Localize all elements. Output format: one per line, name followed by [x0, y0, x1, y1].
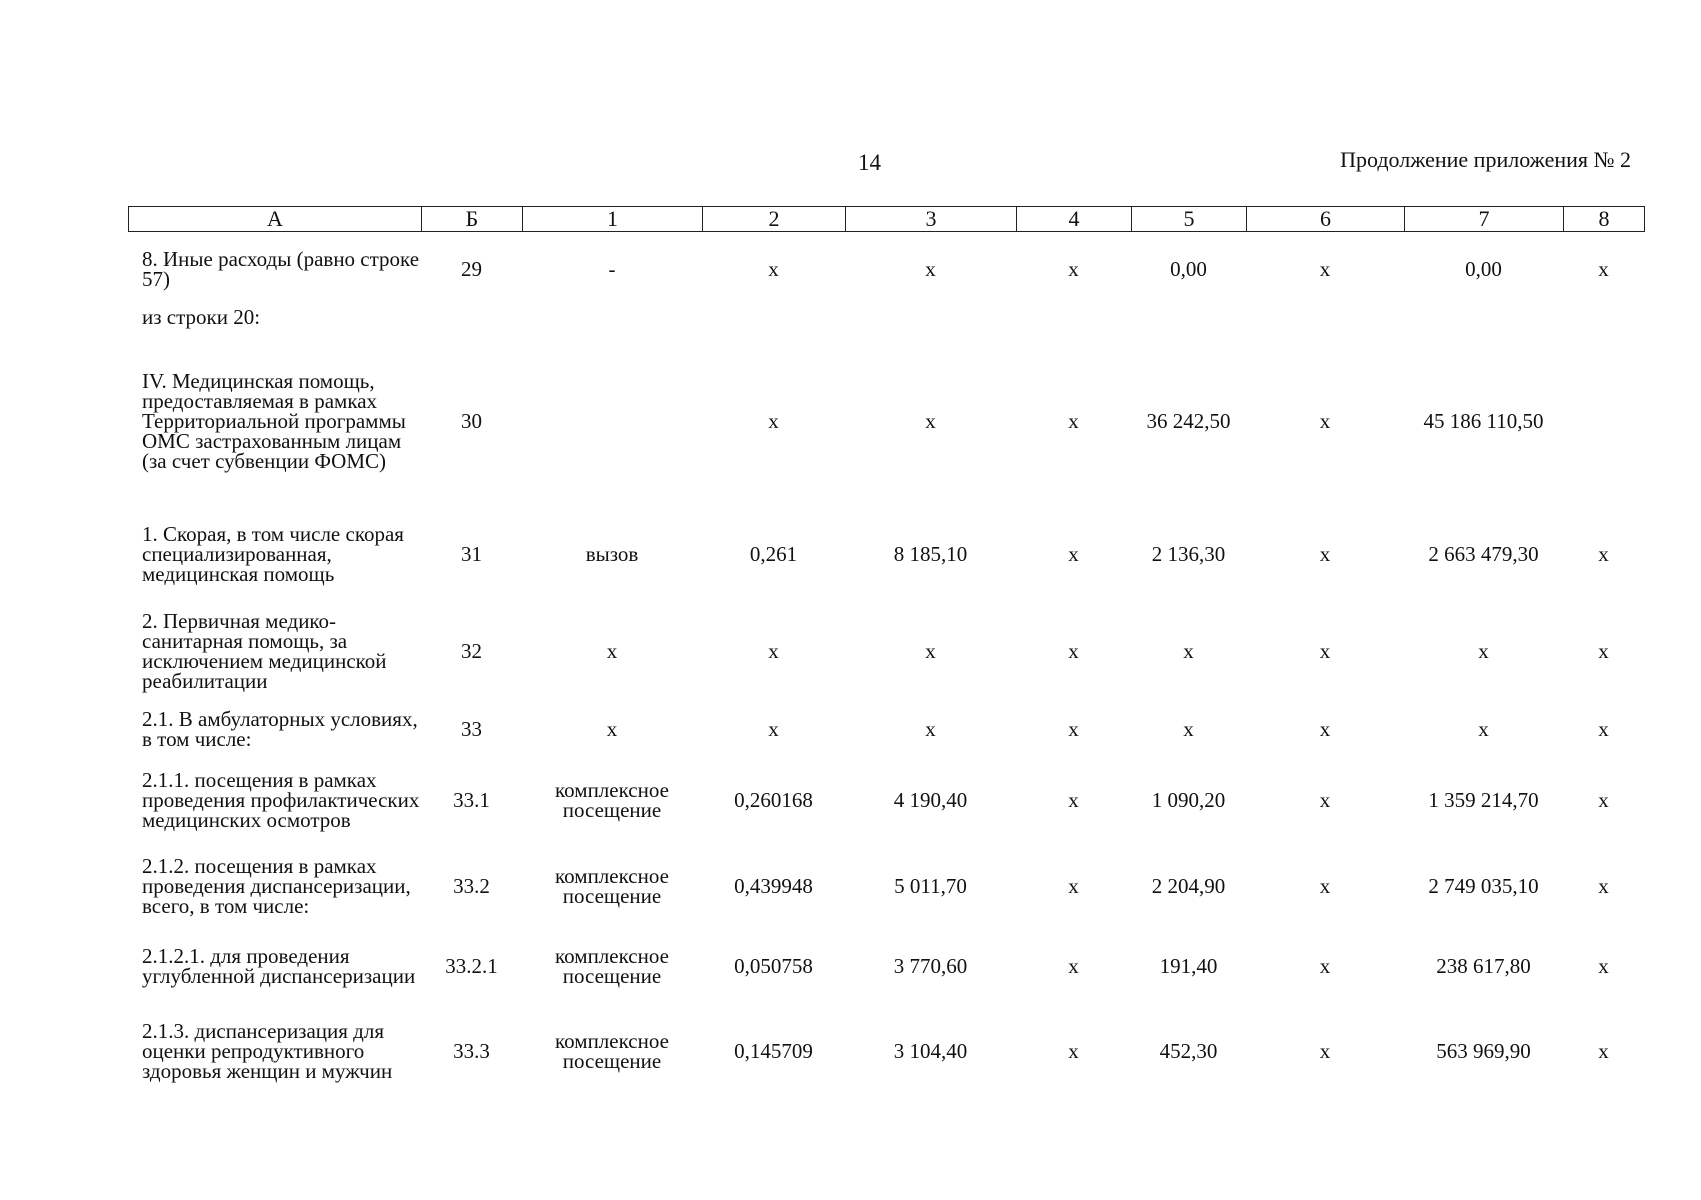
row-unit-cell: комплексное посещение [555, 1029, 669, 1073]
column-header-table [128, 206, 1645, 232]
row-col8-cell: х [1598, 638, 1609, 663]
column-header: 1 [523, 207, 703, 232]
row-col4-cell: х [1068, 256, 1079, 281]
row-code-cell [421, 298, 522, 336]
row-col7-cell: х [1478, 638, 1489, 663]
row-col7-cell: х [1478, 716, 1489, 741]
column-header: Б [422, 207, 523, 232]
row-col4-cell: х [1068, 953, 1079, 978]
row-col7-cell: 45 186 110,50 [1423, 408, 1544, 433]
row-col4-cell: х [1068, 787, 1079, 812]
data-table [128, 240, 1644, 1100]
row-code-cell: 33.2.1 [445, 953, 498, 978]
row-col8-cell [1563, 298, 1644, 336]
row-col7-cell: 2 749 035,10 [1428, 873, 1539, 898]
row-col6-cell: х [1319, 638, 1331, 663]
row-name-cell: IV. Медицинская помощь, предоставляемая в рамках Территориальной программы ОМС застрахованным лицам (за счет субвенции ФОМС) [142, 369, 406, 473]
row-col4-cell [1016, 298, 1131, 336]
row-name-cell: 1. Скорая, в том числе скорая специализированная, медицинская помощь [142, 522, 404, 586]
row-col6-cell [1246, 298, 1404, 336]
row-code-cell: 33.2 [453, 873, 490, 898]
table-row [128, 758, 1644, 842]
row-name-cell: 2. Первичная медико-санитарная помощь, за исключением медицинской реабилитации [142, 609, 387, 693]
row-col6-cell: х [1319, 716, 1331, 741]
table-body [128, 240, 1644, 1100]
row-col4-cell: х [1068, 716, 1079, 741]
row-col3-cell: 5 011,70 [894, 873, 967, 898]
row-col8-cell: х [1598, 1038, 1609, 1063]
row-unit-cell [522, 336, 702, 506]
row-col5-cell: 452,30 [1159, 1038, 1218, 1063]
row-col8-cell [1563, 336, 1644, 506]
row-code-cell: 31 [461, 541, 482, 566]
table-row [128, 298, 1644, 336]
row-col2-cell: 0,260168 [734, 787, 813, 812]
row-col6-cell: х [1319, 408, 1331, 433]
page-number: 14 [858, 150, 881, 175]
row-col4-cell: х [1068, 873, 1079, 898]
row-col8-cell: х [1598, 873, 1609, 898]
row-col8-cell: х [1598, 541, 1609, 566]
row-unit-cell [522, 298, 702, 336]
row-col3-cell: 8 185,10 [893, 541, 968, 566]
table-row [128, 602, 1644, 700]
row-col2-cell: 0,261 [749, 541, 798, 566]
row-col5-cell: 1 090,20 [1151, 787, 1226, 812]
table-row [128, 240, 1644, 298]
row-col2-cell: х [768, 408, 779, 433]
row-col2-cell: х [768, 256, 779, 281]
row-col5-cell [1131, 298, 1246, 336]
column-header: 6 [1247, 207, 1405, 232]
row-col4-cell: х [1068, 638, 1079, 663]
row-col4-cell: х [1068, 1038, 1079, 1063]
row-col6-cell: х [1319, 953, 1331, 978]
row-code-cell: 32 [461, 638, 482, 663]
row-col8-cell: х [1598, 716, 1609, 741]
row-col5-cell: 0,00 [1170, 256, 1207, 281]
row-col7-cell: 2 663 479,30 [1428, 541, 1539, 566]
row-col3-cell: х [925, 408, 936, 433]
row-col3-cell: х [925, 638, 936, 663]
row-col5-cell: х [1183, 638, 1194, 663]
row-col7-cell: 0,00 [1465, 256, 1502, 281]
row-col4-cell: х [1068, 541, 1079, 566]
table-row [128, 336, 1644, 506]
row-code-cell: 29 [461, 256, 482, 281]
row-name-cell: 2.1.1. посещения в рамках проведения профилактических медицинских осмотров [142, 768, 420, 832]
table-row [128, 930, 1644, 1002]
row-unit-cell: х [606, 717, 618, 741]
row-name-cell: из строки 20: [142, 305, 261, 329]
row-unit-cell: комплексное посещение [555, 944, 669, 988]
column-header-row [129, 207, 1645, 232]
row-name-cell: 8. Иные расходы (равно строке 57) [142, 247, 420, 291]
column-header: 7 [1405, 207, 1564, 232]
column-header: 5 [1132, 207, 1247, 232]
row-col6-cell: х [1319, 256, 1331, 281]
column-header: 2 [703, 207, 846, 232]
row-name-cell: 2.1.2.1. для проведения углубленной диспансеризации [142, 944, 416, 988]
row-col3-cell: 4 190,40 [893, 787, 968, 812]
table-row [128, 842, 1644, 930]
row-unit-cell: х [606, 639, 618, 663]
row-col8-cell: х [1598, 256, 1609, 281]
row-name-cell: 2.1.3. диспансеризация для оценки репродуктивного здоровья женщин и мужчин [142, 1019, 393, 1083]
row-col3-cell: 3 104,40 [893, 1038, 968, 1063]
row-col2-cell: х [768, 716, 779, 741]
row-col8-cell: х [1598, 787, 1609, 812]
row-col7-cell: 563 969,90 [1436, 1038, 1531, 1063]
row-col5-cell: 36 242,50 [1146, 408, 1231, 433]
row-name-cell: 2.1. В амбулаторных условиях, в том числе: [142, 707, 418, 751]
row-unit-cell: комплексное посещение [555, 778, 669, 822]
row-col7-cell: 1 359 214,70 [1428, 787, 1539, 812]
row-col2-cell: 0,050758 [734, 953, 813, 978]
row-name-cell: 2.1.2. посещения в рамках проведения диспансеризации, всего, в том числе: [142, 854, 411, 918]
row-col4-cell: х [1068, 408, 1079, 433]
table-row [128, 1002, 1644, 1100]
row-code-cell: 30 [461, 408, 482, 433]
row-code-cell: 33.1 [453, 787, 490, 812]
row-col2-cell [702, 298, 845, 336]
row-col3-cell: 3 770,60 [893, 953, 968, 978]
row-col5-cell: 191,40 [1159, 953, 1218, 978]
row-unit-cell: комплексное посещение [555, 864, 669, 908]
column-header: 8 [1564, 207, 1645, 232]
row-col7-cell [1404, 298, 1563, 336]
row-code-cell: 33 [461, 716, 482, 741]
row-col8-cell: х [1598, 953, 1609, 978]
row-col3-cell: х [925, 716, 936, 741]
row-col6-cell: х [1319, 787, 1331, 812]
row-unit-cell: - [608, 257, 616, 281]
row-col5-cell: х [1183, 716, 1194, 741]
table-row [128, 700, 1644, 758]
row-col3-cell: х [925, 256, 936, 281]
table-row [128, 506, 1644, 602]
column-header: 3 [846, 207, 1017, 232]
row-unit-cell: вызов [585, 542, 639, 566]
row-col2-cell: 0,145709 [734, 1038, 813, 1063]
row-col6-cell: х [1319, 541, 1331, 566]
row-col2-cell: х [768, 638, 779, 663]
row-col6-cell: х [1319, 873, 1331, 898]
row-col5-cell: 2 204,90 [1151, 873, 1226, 898]
appendix-continuation-note: Продолжение приложения № 2 [1340, 147, 1631, 172]
row-col5-cell: 2 136,30 [1151, 541, 1226, 566]
column-header: 4 [1017, 207, 1132, 232]
row-col2-cell: 0,439948 [734, 873, 813, 898]
row-col7-cell: 238 617,80 [1436, 953, 1531, 978]
column-header: А [129, 207, 422, 232]
row-code-cell: 33.3 [453, 1038, 490, 1063]
row-col6-cell: х [1319, 1038, 1331, 1063]
row-col3-cell [845, 298, 1016, 336]
